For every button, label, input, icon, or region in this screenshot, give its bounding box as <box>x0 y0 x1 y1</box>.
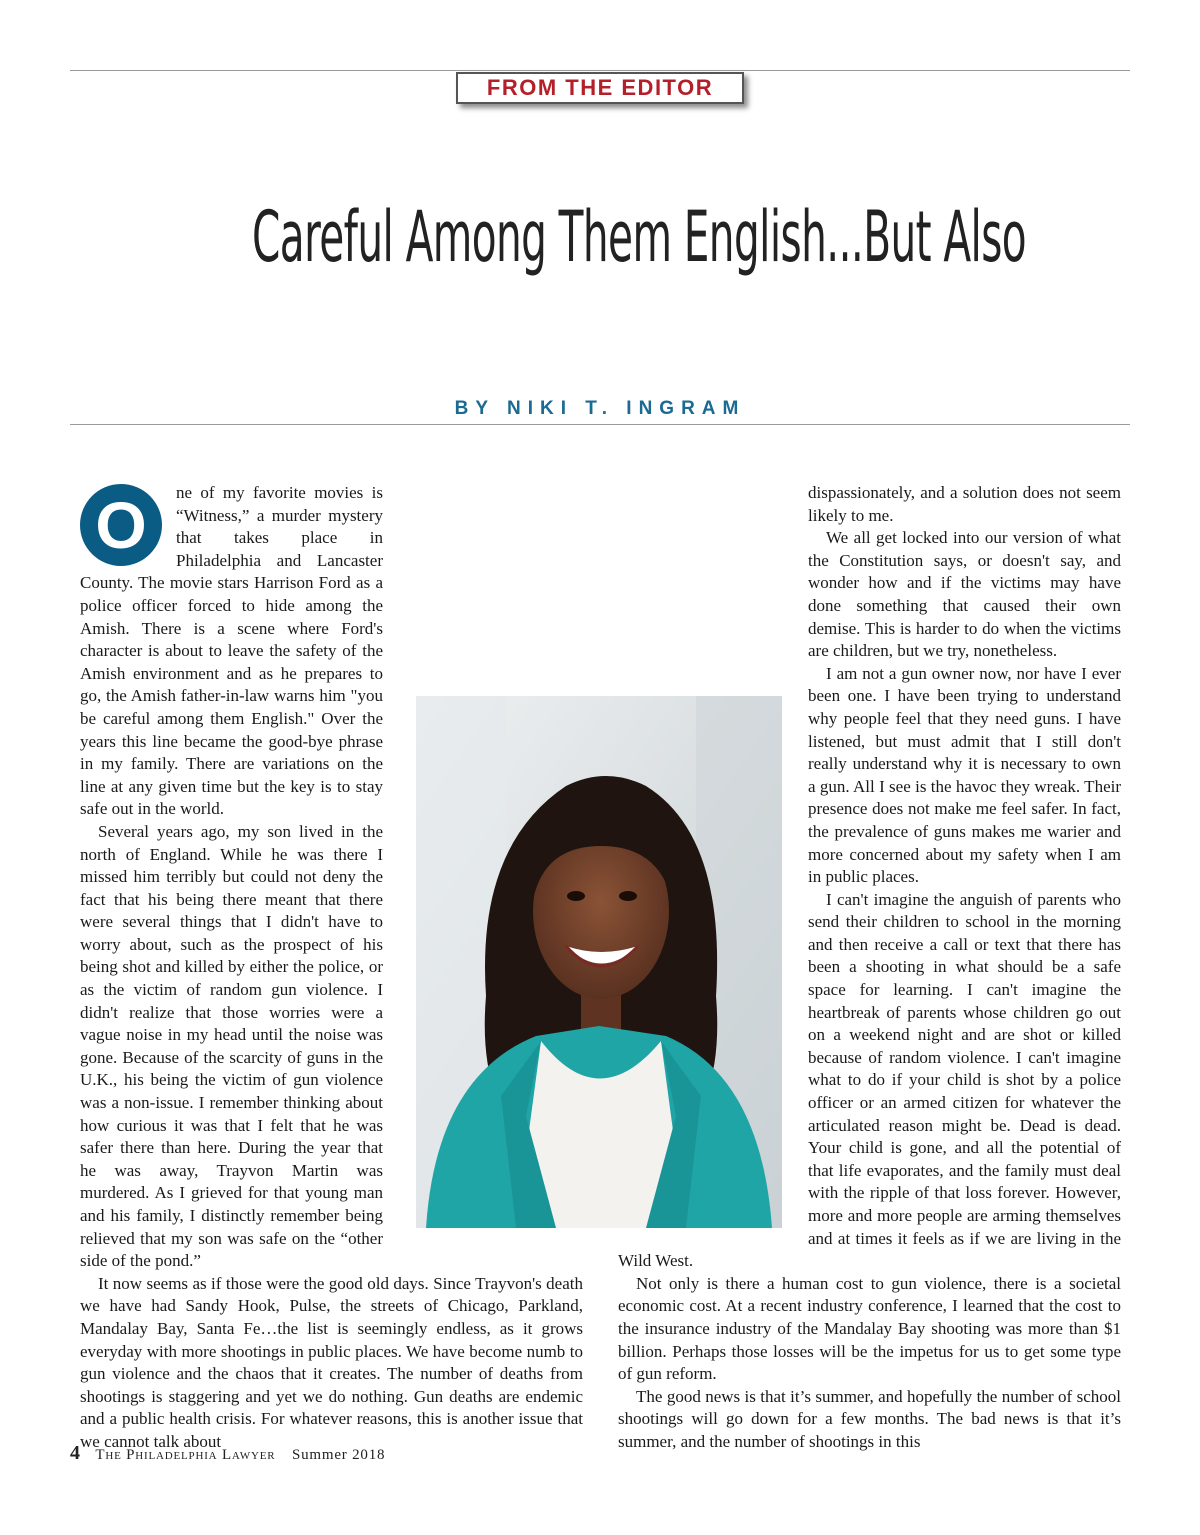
top-rule <box>70 70 1130 71</box>
page-number: 4 <box>70 1442 81 1464</box>
paragraph: Several years ago, my son lived in the north of England. While he was there I missed him terribly but could not deny the fact that his being there meant that there were several things that I didn't have to worry about, such as the prospect of his being shot and killed by either the police, or as the victim of random gun violence. I didn't realize that those worries were a vague noise in my head until the noise was gone. Because of the scarcity of guns in the U.K., his being the victim of gun violence was a non-issue. I remember thinking about how curious it was that I felt that he was safer there than here. During the year that he was away, Trayvon Martin was murdered. As I grieved for that young man and his family, I distinctly remember being relieved that my son was safe on the “other side of the pond.” <box>80 821 383 1271</box>
paragraph: It now seems as if those were the good old days. Since Trayvon's death we have had Sandy Hook, Pulse, the streets of Chicago, Parkland, Mandalay Bay, Santa Fe…the list is seemingly endless, as it grows everyday with more shootings in public places. We have become numb to gun violence and the chaos that it creates. The number of deaths from shootings is staggering and yet we do nothing. Gun deaths are endemic and a public health crisis. For whatever reasons, this is another issue that we cannot talk about <box>80 1273 583 1451</box>
issue-date: Summer 2018 <box>291 1447 386 1463</box>
paragraph: I can't imagine the anguish of parents who send their children to school in the morning and then receive a call or text that there has been a shooting in what should be a safe space for learning. I can't imagine the heartbreak of parents whose children go out on a weekend night and are shot or killed because of random violence. I can't imagine what to do if your child is shot by a police officer or an armed citizen for whatever the articulated reason might be. Dead is dead. Your child is gone, and all the potential of that life evaporates, and the family must deal with the ripple of that loss forever. However, more and more people are arming themselves and at times it feels as if we are living in the Wild West. <box>618 889 1121 1271</box>
magazine-name: The Philadelphia Lawyer <box>95 1447 276 1463</box>
page-footer <box>70 1442 385 1465</box>
paragraph: I am not a gun owner now, nor have I ever been one. I have been trying to understand why people feel that they need guns. I have listened, but must admit that I still don't really understand why it is necessary to own a gun. All I see is the havoc they wreak. Their presence does not make me feel safer. In fact, the prevalence of guns makes me warier and more concerned about my safety when I am in public places. <box>808 663 1121 887</box>
byline: BY NIKI T. INGRAM <box>454 398 746 419</box>
drop-cap: O <box>80 484 162 566</box>
paragraph: ne of my favorite movies is “Witness,” a murder mystery that takes place in Philadelphia and Lancaster County. The movie stars Harrison Ford as a police officer forced to hide among the Amish. There is a scene where Ford's character is about to leave the safety of the Amish environment and as he prepares to go, the Amish father-in-law warns him "you be careful among them English." Over the years this line became the good-bye phrase in my family. There are variations on the line at any given time but the key is to stay safe out in the world. <box>80 483 383 819</box>
author-portrait <box>416 696 782 1228</box>
headline: Careful Among Them English...But Also <box>252 196 1027 278</box>
paragraph: The good news is that it’s summer, and hopefully the number of school shootings will go down for a few months. The bad news is that it’s summer, and the number of shootings in this <box>618 1386 1121 1451</box>
section-tag: FROM THE EDITOR <box>456 72 744 104</box>
paragraph: Not only is there a human cost to gun violence, there is a societal economic cost. At a recent industry conference, I learned that the cost to the insurance industry of the Mandalay Bay shooting was more than $1 billion. Perhaps those losses will be the impetus for us to get some type of gun reform. <box>618 1273 1121 1384</box>
byline-rule <box>70 424 1130 425</box>
paragraph: dispassionately, and a solution does not seem likely to me. <box>808 483 1121 525</box>
paragraph: We all get locked into our version of what the Constitution says, or doesn't say, and wonder how and if the victims may have done something that caused their own demise. This is harder to do when the victims are children, but we try, nonetheless. <box>808 528 1121 661</box>
